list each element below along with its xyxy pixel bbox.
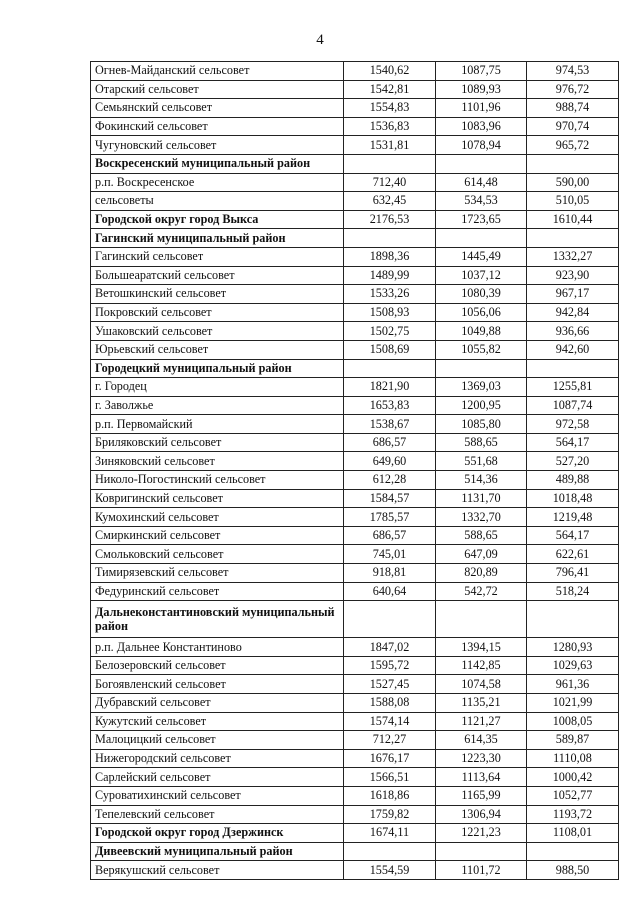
value-cell-1: 640,64 [344,582,436,601]
value-cell-2: 1135,21 [436,694,527,713]
table-section-row [91,601,619,638]
value-cell-3: 961,36 [527,675,619,694]
table-row [91,768,619,787]
municipality-name-cell: Кужутский сельсовет [91,712,344,731]
table-row [91,861,619,880]
value-cell-2: 1332,70 [436,508,527,527]
table-section-row [91,842,619,861]
municipality-name-cell: Смиркинский сельсовет [91,526,344,545]
value-cell-3: 974,53 [527,62,619,81]
value-cell-2: 1089,93 [436,80,527,99]
table-row [91,62,619,81]
table-row [91,247,619,266]
value-cell-2: 1223,30 [436,749,527,768]
value-cell-1: 1508,69 [344,340,436,359]
value-cell-2: 1101,96 [436,99,527,118]
value-cell-1: 1533,26 [344,285,436,304]
table-row [91,675,619,694]
value-cell-3: 589,87 [527,731,619,750]
municipality-name-cell: Дальнеконстантиновский муниципальный район [91,601,344,638]
value-cell-1: 1785,57 [344,508,436,527]
value-cell-3: 510,05 [527,192,619,211]
value-cell-3: 489,88 [527,471,619,490]
value-cell-3: 1000,42 [527,768,619,787]
value-cell-2: 1394,15 [436,638,527,657]
municipality-name-cell: Юрьевский сельсовет [91,340,344,359]
value-cell-3: 564,17 [527,526,619,545]
value-cell-3 [527,154,619,173]
value-cell-1: 1502,75 [344,322,436,341]
table-row [91,694,619,713]
table-row [91,378,619,397]
value-cell-2: 1083,96 [436,117,527,136]
value-cell-3: 970,74 [527,117,619,136]
municipality-name-cell: Гагинский сельсовет [91,247,344,266]
value-cell-2: 1056,06 [436,303,527,322]
table-row [91,545,619,564]
value-cell-3: 936,66 [527,322,619,341]
municipality-name-cell: Суроватихинский сельсовет [91,786,344,805]
municipality-name-cell: Фокинский сельсовет [91,117,344,136]
municipality-name-cell: Городской округ город Выкса [91,210,344,229]
value-cell-3: 1021,99 [527,694,619,713]
value-cell-1: 1508,93 [344,303,436,322]
value-cell-3: 1029,63 [527,656,619,675]
value-cell-1: 2176,53 [344,210,436,229]
value-cell-3: 965,72 [527,136,619,155]
value-cell-2: 1074,58 [436,675,527,694]
table-section-row [91,154,619,173]
municipality-name-cell: р.п. Дальнее Константиново [91,638,344,657]
table-body [91,62,619,880]
value-cell-3: 1219,48 [527,508,619,527]
value-cell-2: 614,35 [436,731,527,750]
municipality-name-cell: Богоявленский сельсовет [91,675,344,694]
value-cell-2: 820,89 [436,564,527,583]
municipality-name-cell: Ковригинский сельсовет [91,489,344,508]
value-cell-1: 1847,02 [344,638,436,657]
value-cell-3: 1052,77 [527,786,619,805]
municipality-name-cell: Семьянский сельсовет [91,99,344,118]
table-section-row [91,359,619,378]
rates-table [90,61,619,880]
value-cell-1 [344,842,436,861]
value-cell-3 [527,229,619,248]
value-cell-1: 1554,59 [344,861,436,880]
value-cell-2: 1080,39 [436,285,527,304]
value-cell-2: 1049,88 [436,322,527,341]
value-cell-3: 564,17 [527,433,619,452]
table-row [91,266,619,285]
value-cell-3: 1332,27 [527,247,619,266]
value-cell-1: 1674,11 [344,824,436,843]
municipality-name-cell: Тепелевский сельсовет [91,805,344,824]
value-cell-3: 796,41 [527,564,619,583]
value-cell-1: 1584,57 [344,489,436,508]
table-section-row [91,229,619,248]
value-cell-3: 976,72 [527,80,619,99]
value-cell-3: 942,60 [527,340,619,359]
value-cell-3: 1008,05 [527,712,619,731]
value-cell-3: 1255,81 [527,378,619,397]
value-cell-2: 514,36 [436,471,527,490]
value-cell-2: 614,48 [436,173,527,192]
municipality-name-cell: Ушаковский сельсовет [91,322,344,341]
value-cell-1: 1588,08 [344,694,436,713]
table-row [91,471,619,490]
municipality-name-cell: Федуринский сельсовет [91,582,344,601]
municipality-name-cell: Покровский сельсовет [91,303,344,322]
table-row [91,415,619,434]
value-cell-1: 745,01 [344,545,436,564]
value-cell-3: 590,00 [527,173,619,192]
value-cell-2: 1078,94 [436,136,527,155]
value-cell-1: 1554,83 [344,99,436,118]
value-cell-1: 1566,51 [344,768,436,787]
value-cell-2 [436,229,527,248]
municipality-name-cell: Городецкий муниципальный район [91,359,344,378]
municipality-name-cell: Дивеевский муниципальный район [91,842,344,861]
table-row [91,749,619,768]
value-cell-2: 1113,64 [436,768,527,787]
value-cell-1: 1542,81 [344,80,436,99]
municipality-name-cell: г. Городец [91,378,344,397]
value-cell-1: 1898,36 [344,247,436,266]
value-cell-1: 1538,67 [344,415,436,434]
value-cell-2: 1200,95 [436,396,527,415]
value-cell-3: 972,58 [527,415,619,434]
table-row [91,712,619,731]
value-cell-3: 1018,48 [527,489,619,508]
municipality-name-cell: Малоцицкий сельсовет [91,731,344,750]
value-cell-2 [436,359,527,378]
municipality-name-cell: Николо-Погостинский сельсовет [91,471,344,490]
value-cell-2: 1165,99 [436,786,527,805]
table-row [91,303,619,322]
municipality-name-cell: Смольковский сельсовет [91,545,344,564]
value-cell-2 [436,842,527,861]
table-row [91,564,619,583]
table-row [91,508,619,527]
municipality-name-cell: Ветошкинский сельсовет [91,285,344,304]
municipality-name-cell: Городской округ город Дзержинск [91,824,344,843]
value-cell-1: 1759,82 [344,805,436,824]
value-cell-1: 1536,83 [344,117,436,136]
value-cell-1: 1527,45 [344,675,436,694]
municipality-name-cell: Дубравский сельсовет [91,694,344,713]
value-cell-2 [436,154,527,173]
value-cell-3: 1610,44 [527,210,619,229]
municipality-name-cell: Кумохинский сельсовет [91,508,344,527]
municipality-name-cell: г. Заволжье [91,396,344,415]
value-cell-1 [344,229,436,248]
value-cell-2: 1142,85 [436,656,527,675]
municipality-name-cell: Огнев-Майданский сельсовет [91,62,344,81]
value-cell-1: 1653,83 [344,396,436,415]
table-row [91,582,619,601]
table-section-row [91,824,619,843]
value-cell-1: 712,40 [344,173,436,192]
table-row [91,489,619,508]
value-cell-3: 1108,01 [527,824,619,843]
value-cell-3: 967,17 [527,285,619,304]
value-cell-2 [436,601,527,638]
municipality-name-cell: Воскресенский муниципальный район [91,154,344,173]
table-row [91,80,619,99]
value-cell-2: 1445,49 [436,247,527,266]
value-cell-1: 1821,90 [344,378,436,397]
table-row [91,805,619,824]
value-cell-1: 612,28 [344,471,436,490]
value-cell-1: 686,57 [344,433,436,452]
value-cell-3: 527,20 [527,452,619,471]
table-row [91,433,619,452]
value-cell-2: 1306,94 [436,805,527,824]
table-row [91,731,619,750]
value-cell-1: 686,57 [344,526,436,545]
value-cell-2: 588,65 [436,526,527,545]
value-cell-2: 588,65 [436,433,527,452]
table-row [91,452,619,471]
municipality-name-cell: Чугуновский сельсовет [91,136,344,155]
municipality-name-cell: Сарлейский сельсовет [91,768,344,787]
municipality-name-cell: р.п. Первомайский [91,415,344,434]
table-row [91,526,619,545]
value-cell-2: 1037,12 [436,266,527,285]
value-cell-2: 1121,27 [436,712,527,731]
value-cell-3: 923,90 [527,266,619,285]
value-cell-2: 647,09 [436,545,527,564]
value-cell-3: 1193,72 [527,805,619,824]
value-cell-2: 1131,70 [436,489,527,508]
value-cell-1: 1574,14 [344,712,436,731]
municipality-name-cell: Верякушский сельсовет [91,861,344,880]
table-row [91,396,619,415]
value-cell-2: 1369,03 [436,378,527,397]
table-row [91,117,619,136]
municipality-name-cell: сельсоветы [91,192,344,211]
value-cell-2: 1101,72 [436,861,527,880]
value-cell-3 [527,842,619,861]
value-cell-1 [344,359,436,378]
municipality-name-cell: р.п. Воскресенское [91,173,344,192]
value-cell-3: 1280,93 [527,638,619,657]
table-row [91,136,619,155]
value-cell-1: 1676,17 [344,749,436,768]
municipality-name-cell: Гагинский муниципальный район [91,229,344,248]
value-cell-1: 649,60 [344,452,436,471]
value-cell-2: 542,72 [436,582,527,601]
table-row [91,99,619,118]
table-row [91,322,619,341]
value-cell-1: 1595,72 [344,656,436,675]
value-cell-1 [344,601,436,638]
value-cell-3: 518,24 [527,582,619,601]
table-row [91,638,619,657]
value-cell-3: 622,61 [527,545,619,564]
table-row [91,192,619,211]
municipality-name-cell: Большеаратский сельсовет [91,266,344,285]
table-section-row [91,210,619,229]
municipality-name-cell: Зиняковский сельсовет [91,452,344,471]
value-cell-1: 632,45 [344,192,436,211]
value-cell-3: 942,84 [527,303,619,322]
municipality-name-cell: Тимирязевский сельсовет [91,564,344,583]
municipality-name-cell: Белозеровский сельсовет [91,656,344,675]
table-row [91,340,619,359]
value-cell-3 [527,359,619,378]
table-row [91,656,619,675]
municipality-name-cell: Отарский сельсовет [91,80,344,99]
page-number: 4 [316,32,324,48]
table-row [91,786,619,805]
table-row [91,173,619,192]
value-cell-2: 534,53 [436,192,527,211]
value-cell-3: 988,74 [527,99,619,118]
table-row [91,285,619,304]
value-cell-1: 1531,81 [344,136,436,155]
value-cell-1: 712,27 [344,731,436,750]
value-cell-2: 1087,75 [436,62,527,81]
value-cell-2: 551,68 [436,452,527,471]
value-cell-3: 1110,08 [527,749,619,768]
value-cell-3: 988,50 [527,861,619,880]
value-cell-1: 1489,99 [344,266,436,285]
value-cell-2: 1085,80 [436,415,527,434]
value-cell-2: 1055,82 [436,340,527,359]
value-cell-3: 1087,74 [527,396,619,415]
municipality-name-cell: Нижегородский сельсовет [91,749,344,768]
municipality-name-cell: Бриляковский сельсовет [91,433,344,452]
value-cell-1 [344,154,436,173]
value-cell-1: 1618,86 [344,786,436,805]
value-cell-1: 1540,62 [344,62,436,81]
value-cell-2: 1723,65 [436,210,527,229]
value-cell-3 [527,601,619,638]
value-cell-1: 918,81 [344,564,436,583]
value-cell-2: 1221,23 [436,824,527,843]
